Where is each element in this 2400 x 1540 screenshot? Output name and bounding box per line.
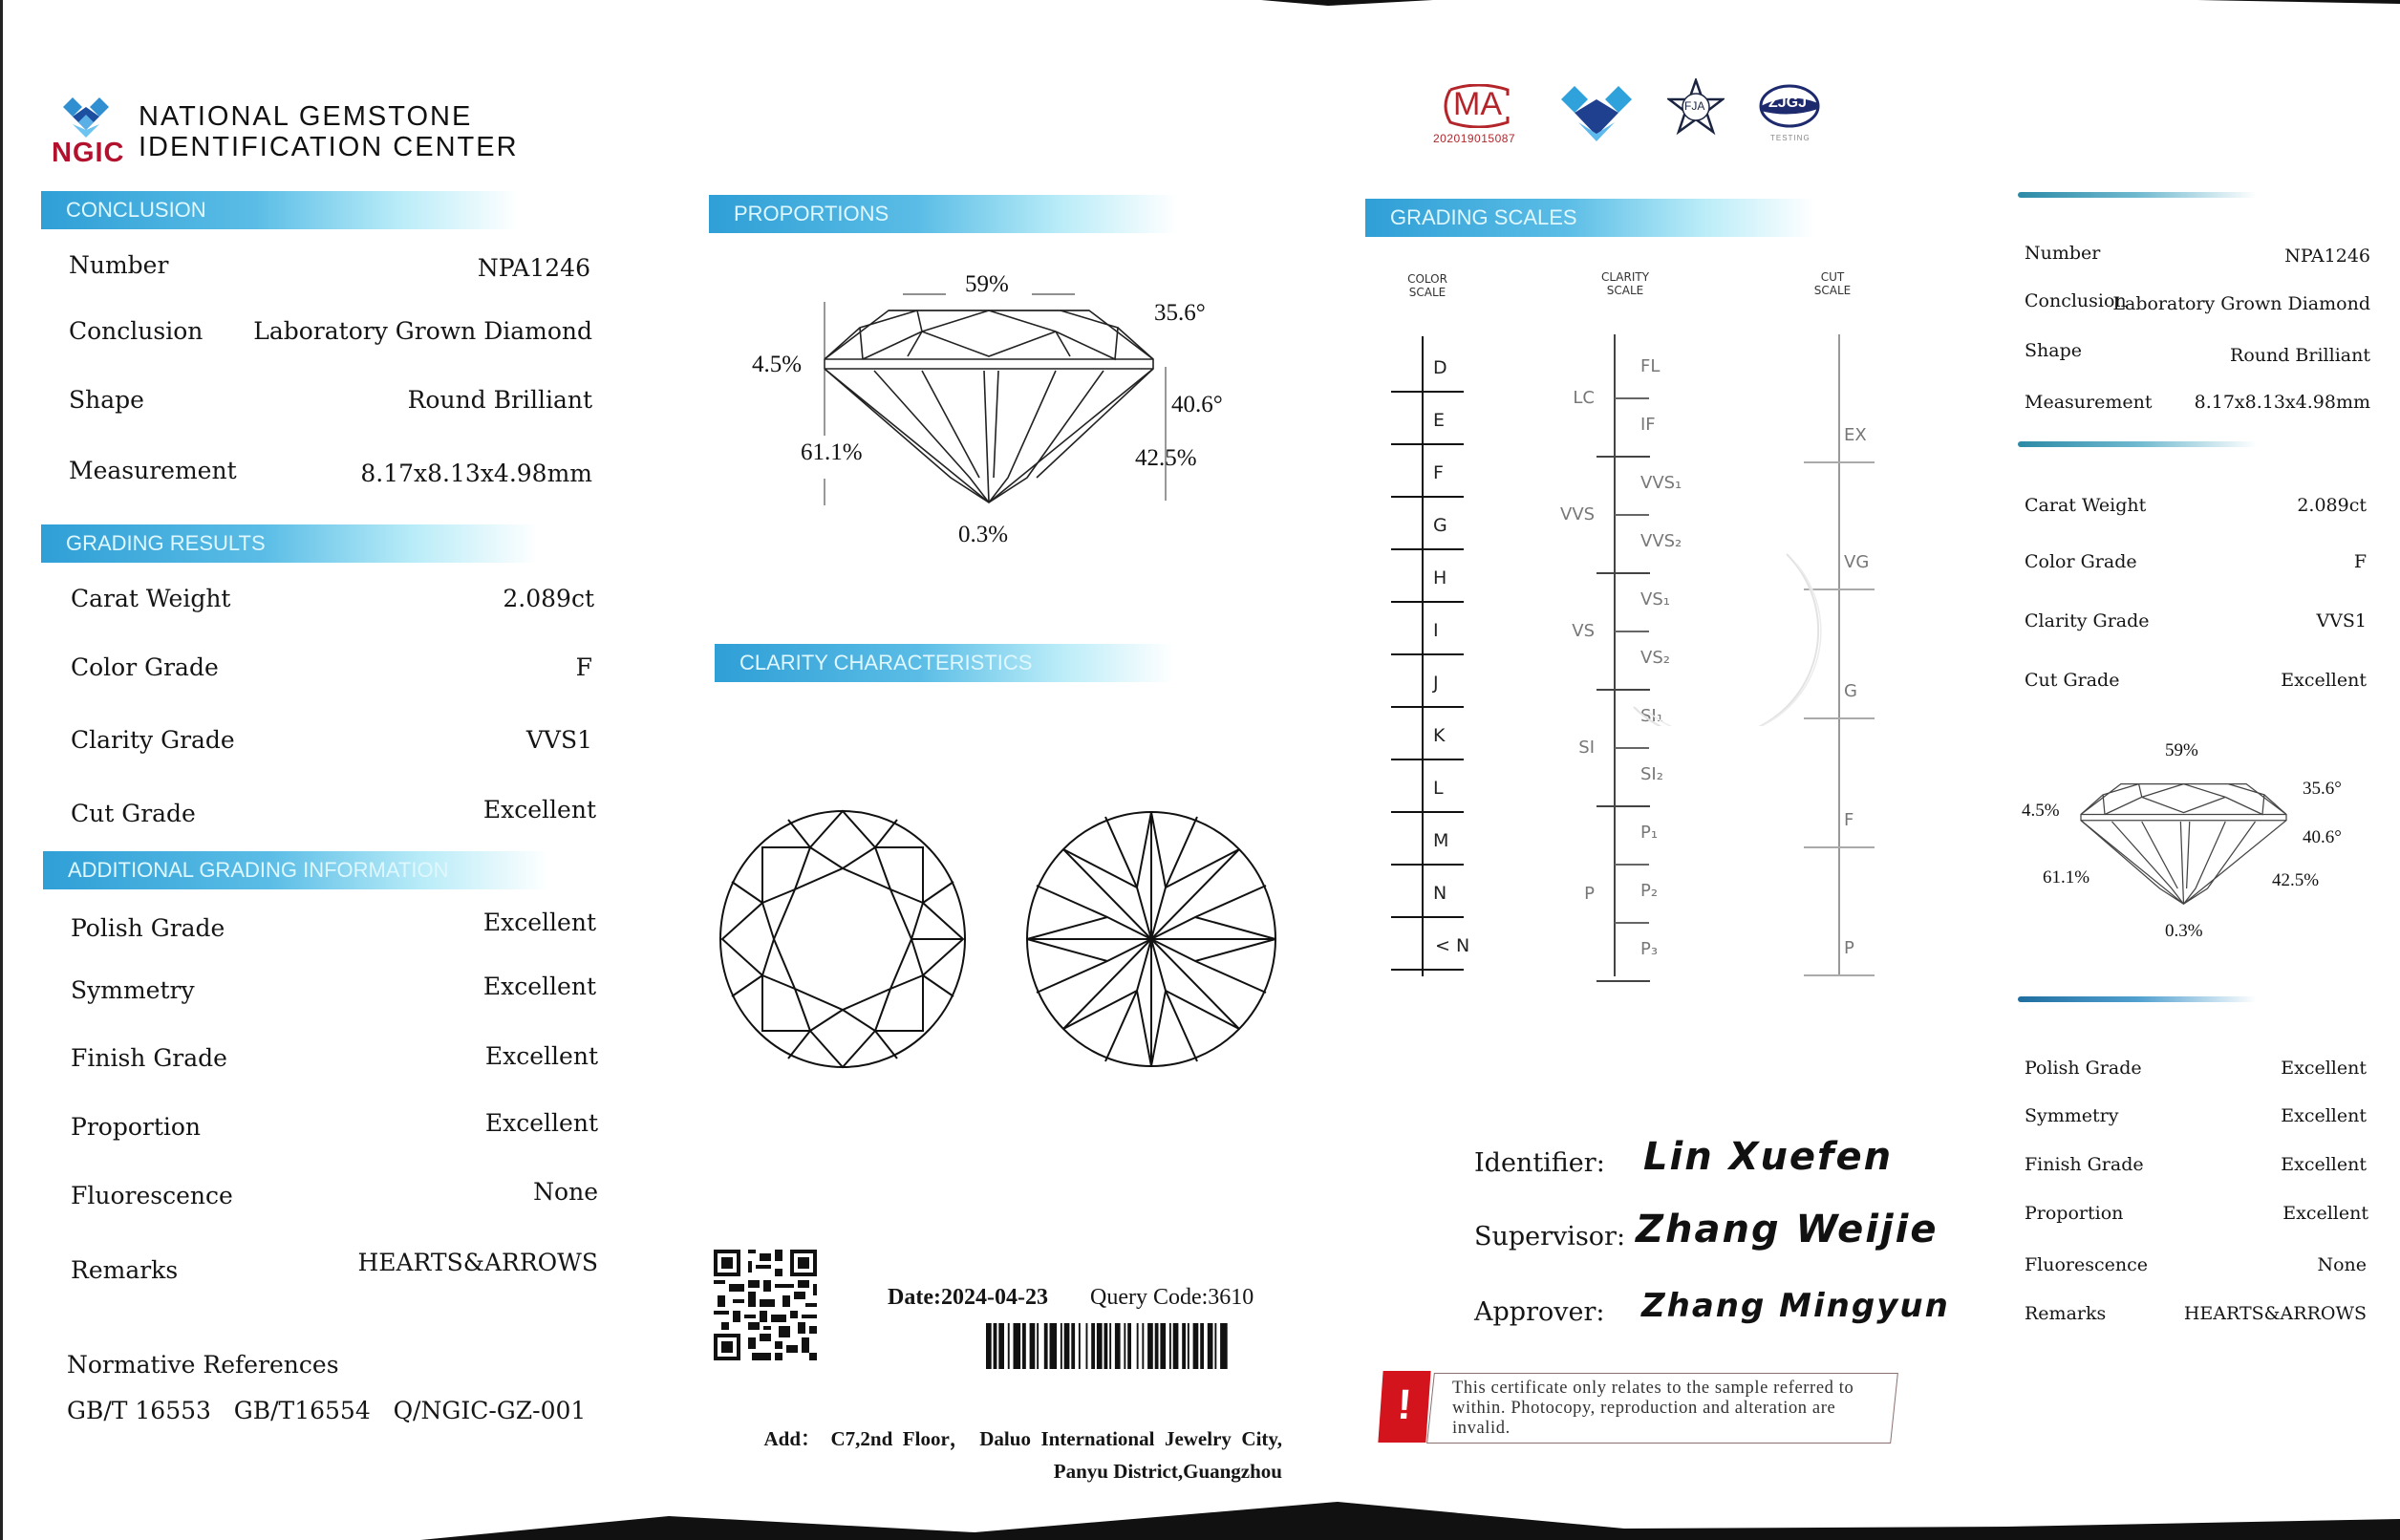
barcode-bar — [1124, 1323, 1125, 1369]
barcode-bar — [1044, 1323, 1048, 1369]
clarity-grade-label: P₂ — [1640, 881, 1659, 901]
left-edge-shadow — [0, 0, 3, 1540]
barcode-bar — [1008, 1323, 1010, 1369]
row-value: Excellent — [2281, 1058, 2367, 1079]
clarity-subgrade-tick — [1615, 397, 1649, 399]
top-edge-shadow — [0, 0, 2400, 11]
address-line2: Panyu District,Guangzhou — [1053, 1460, 1282, 1483]
clarity-scale-header-line1: CLARITY — [1600, 270, 1650, 284]
color-grade-label: G — [1433, 515, 1447, 536]
barcode-bar — [1097, 1323, 1103, 1369]
color-scale-tick — [1391, 864, 1464, 866]
approver-label: Approver: — [1474, 1297, 1605, 1327]
row-value: 8.17x8.13x4.98mm — [360, 460, 592, 487]
row-label: Shape — [69, 386, 144, 414]
barcode-bar — [1188, 1323, 1189, 1369]
row-label: Remarks — [2025, 1303, 2107, 1324]
barcode-bar — [1115, 1323, 1121, 1369]
barcode-bar — [1193, 1323, 1199, 1369]
row-value: NPA1246 — [2284, 246, 2370, 267]
row-value: VVS1 — [525, 726, 592, 754]
row-value: None — [2317, 1254, 2367, 1275]
barcode-bar — [1014, 1323, 1021, 1369]
cut-grade-label: F — [1844, 810, 1854, 830]
proportions-section-header — [709, 195, 1177, 233]
row-label: Conclusion — [2025, 290, 2127, 311]
color-scale-tick — [1391, 811, 1464, 813]
grading-scales-section-header — [1365, 199, 1814, 237]
summary-culet-label: 0.3% — [2165, 921, 2203, 941]
additional-section-header — [43, 851, 549, 889]
clarity-group-label: P — [1584, 883, 1595, 904]
color-grade-label: L — [1433, 778, 1444, 799]
additional-section-title: ADDITIONAL GRADING INFORMATION — [68, 858, 449, 882]
row-label: Fluorescence — [71, 1182, 233, 1209]
summary-row-proportion — [2025, 1203, 2370, 1231]
clarity-grade-label: P₁ — [1640, 823, 1659, 843]
barcode-bar — [1155, 1323, 1159, 1369]
barcode-bar — [1169, 1323, 1171, 1369]
conclusion-row-conclusion — [69, 317, 592, 355]
row-value: F — [2353, 551, 2367, 572]
color-scale-header-line1: COLOR — [1407, 272, 1447, 286]
ngic-accreditation-logo-icon — [1561, 80, 1632, 143]
total-depth-label: 61.1% — [801, 439, 863, 465]
row-value: HEARTS&ARROWS — [2183, 1303, 2367, 1324]
barcode-bar — [1050, 1323, 1058, 1369]
clarity-scale-header-line2: SCALE — [1606, 284, 1644, 297]
row-label: Number — [69, 251, 169, 279]
additional-row-symmetry — [71, 973, 596, 1015]
row-value: Excellent — [2281, 670, 2367, 691]
color-grade-label: D — [1433, 357, 1447, 378]
approver-signature: Zhang Mingyun — [1641, 1287, 1950, 1325]
cut-scale-header-line2: SCALE — [1813, 284, 1852, 297]
warning-exclamation-icon: ! — [1396, 1381, 1414, 1428]
color-grade-label: I — [1433, 620, 1439, 641]
grading-row-carat — [71, 585, 594, 623]
summary-row-clarity — [2025, 610, 2370, 639]
identifier-signature: Lin Xuefen — [1643, 1135, 1894, 1179]
row-value: 2.089ct — [2297, 495, 2367, 516]
color-scale-tick — [1391, 653, 1464, 655]
barcode-bar — [1104, 1323, 1108, 1369]
clarity-grade-label: VVS₂ — [1640, 531, 1682, 551]
row-label: Clarity Grade — [2025, 610, 2150, 631]
color-grade-label: M — [1433, 830, 1449, 851]
barcode-bar — [1142, 1323, 1144, 1369]
culet-label: 0.3% — [958, 522, 1009, 547]
row-value: Excellent — [482, 909, 596, 936]
grading-row-clarity — [71, 726, 592, 764]
clarity-group-label: VVS — [1560, 504, 1596, 524]
report-date: Date:2024-04-23 — [888, 1285, 1048, 1310]
row-value: Excellent — [482, 796, 596, 823]
cut-scale-header — [1810, 270, 1855, 297]
cut-scale-tick — [1804, 974, 1875, 976]
row-value: Round Brilliant — [2230, 345, 2370, 366]
table-percent-label: 59% — [965, 271, 1009, 297]
row-label: Proportion — [71, 1113, 202, 1141]
supervisor-label: Supervisor: — [1474, 1222, 1626, 1251]
cut-scale-tick — [1804, 846, 1875, 848]
fja-logo-text: FJA — [1684, 99, 1705, 113]
color-scale-header — [1403, 272, 1452, 299]
girdle-percent-label: 4.5% — [752, 352, 803, 377]
row-value: Excellent — [2281, 1154, 2367, 1175]
warning-text: This certificate only relates to the sample referred to within. Photocopy, reproduction and alteration are invalid. — [1452, 1379, 1854, 1438]
cut-grade-label: EX — [1844, 425, 1867, 445]
row-label: Finish Grade — [71, 1044, 227, 1072]
color-grade-label: J — [1433, 673, 1439, 694]
clarity-subgrade-tick — [1615, 747, 1649, 749]
row-label: Clarity Grade — [71, 726, 235, 754]
qr-code[interactable] — [714, 1249, 817, 1361]
row-value: Excellent — [2282, 1203, 2368, 1224]
row-label: Color Grade — [71, 653, 219, 681]
clarity-subgrade-tick — [1615, 864, 1649, 866]
row-label: Measurement — [69, 457, 237, 484]
crown-angle-label: 35.6° — [1154, 300, 1206, 326]
barcode-bar — [1064, 1323, 1070, 1369]
color-grade-label: N — [1433, 883, 1447, 904]
barcode-bar — [986, 1323, 992, 1369]
clarity-grade-label: VS₁ — [1640, 589, 1670, 610]
conclusion-section-header — [41, 191, 519, 229]
supervisor-signature: Zhang Weijie — [1636, 1208, 1939, 1251]
row-value: 2.089ct — [503, 585, 594, 612]
barcode-bar — [1137, 1323, 1139, 1369]
barcode-bar — [1061, 1323, 1062, 1369]
clarity-grade-label: VVS₁ — [1640, 473, 1682, 493]
barcode-bar — [1037, 1323, 1039, 1369]
conclusion-row-shape — [69, 386, 592, 424]
row-value: VVS1 — [2316, 610, 2367, 631]
clarity-grade-label: FL — [1640, 356, 1661, 376]
warning-icon-box — [1378, 1371, 1430, 1443]
summary-row-fluorescence — [2025, 1254, 2370, 1283]
query-code: Query Code:3610 — [1090, 1285, 1254, 1310]
cma-number: 202019015087 — [1433, 132, 1516, 145]
color-grade-label: E — [1433, 410, 1446, 431]
color-scale-tick — [1391, 916, 1464, 918]
grading-results-section-title: GRADING RESULTS — [66, 531, 266, 555]
color-grade-label: H — [1433, 567, 1447, 588]
cut-grade-label: P — [1844, 938, 1854, 958]
row-value: Excellent — [484, 1042, 598, 1070]
row-label: Fluorescence — [2025, 1254, 2149, 1275]
color-scale-tick — [1391, 496, 1464, 498]
color-grade-label: F — [1433, 462, 1444, 483]
summary-row-finish — [2025, 1154, 2370, 1183]
row-label: Cut Grade — [2025, 670, 2120, 691]
zjgj-sub-text: TESTING — [1770, 134, 1811, 142]
row-value: Laboratory Grown Diamond — [253, 317, 592, 345]
color-scale-tick — [1391, 601, 1464, 603]
cma-logo-text: MA — [1453, 86, 1502, 122]
identifier-label: Identifier: — [1474, 1148, 1605, 1178]
ngic-logo-text: NGIC — [52, 138, 125, 168]
color-scale-tick — [1391, 443, 1464, 445]
summary-total-depth-label: 61.1% — [2043, 867, 2090, 888]
org-title-line2: IDENTIFICATION CENTER — [139, 132, 519, 162]
barcode-bar — [994, 1323, 997, 1369]
summary-row-color — [2025, 551, 2370, 580]
barcode-bar — [1182, 1323, 1186, 1369]
row-label: Symmetry — [2025, 1105, 2119, 1126]
additional-row-finish — [71, 1042, 598, 1082]
row-label: Polish Grade — [2025, 1058, 2142, 1079]
cut-grade-label: VG — [1844, 552, 1870, 572]
color-scale-tick — [1391, 548, 1464, 550]
barcode-bar — [998, 1323, 1004, 1369]
clarity-grade-label: SI₁ — [1640, 706, 1663, 726]
row-label: Conclusion — [69, 317, 204, 345]
clarity-grade-label: IF — [1640, 415, 1656, 435]
normative-references-title: Normative References — [67, 1351, 339, 1379]
clarity-grade-label: P₃ — [1640, 939, 1659, 959]
additional-row-remarks — [71, 1249, 598, 1294]
pavilion-depth-dimension-line — [1161, 367, 1170, 505]
summary-divider-3 — [2018, 996, 2257, 1002]
summary-divider-2 — [2018, 441, 2257, 447]
grading-scales-section-title: GRADING SCALES — [1390, 205, 1577, 229]
summary-row-polish — [2025, 1058, 2370, 1086]
row-label: Carat Weight — [71, 585, 231, 612]
row-value: Excellent — [482, 973, 596, 1000]
summary-row-number — [2025, 243, 2370, 271]
barcode-bar — [1173, 1323, 1179, 1369]
clarity-subgrade-tick — [1615, 922, 1649, 924]
conclusion-section-title: CONCLUSION — [66, 198, 206, 222]
clarity-group-tick — [1596, 456, 1650, 458]
color-scale-tick — [1391, 759, 1464, 760]
barcode-bar — [1208, 1323, 1213, 1369]
cut-grade-label: G — [1844, 681, 1857, 701]
barcode-bar — [1214, 1323, 1216, 1369]
summary-table-percent-label: 59% — [2165, 740, 2198, 760]
barcode-bar — [1200, 1323, 1204, 1369]
additional-row-fluorescence — [71, 1178, 598, 1220]
color-scale-tick — [1391, 706, 1464, 708]
summary-girdle-percent-label: 4.5% — [2022, 801, 2060, 821]
color-scale-axis — [1422, 336, 1424, 976]
row-label: Finish Grade — [2025, 1154, 2144, 1175]
barcode-bar — [1071, 1323, 1075, 1369]
pavilion-plot-diagram — [1025, 805, 1278, 1073]
zjgj-logo-text: ZJGJ — [1768, 95, 1808, 111]
row-value: Laboratory Grown Diamond — [2112, 293, 2370, 314]
clarity-section-title: CLARITY CHARACTERISTICS — [739, 651, 1033, 674]
summary-row-shape — [2025, 340, 2370, 369]
summary-row-measurement — [2025, 392, 2370, 420]
row-value: 8.17x8.13x4.98mm — [2194, 392, 2370, 413]
row-value: Excellent — [2281, 1105, 2367, 1126]
additional-row-proportion — [71, 1109, 598, 1151]
barcode-bar — [1079, 1323, 1081, 1369]
summary-diamond-profile-diagram — [2076, 764, 2291, 917]
barcode-bar — [1030, 1323, 1036, 1369]
clarity-section-header — [715, 644, 1173, 682]
bottom-edge-shadow — [0, 1490, 2400, 1540]
row-value: Excellent — [484, 1109, 598, 1137]
barcode-bar — [1086, 1323, 1088, 1369]
grading-row-color — [71, 653, 592, 692]
total-depth-dimension-line — [820, 302, 829, 507]
barcode-bar — [1109, 1323, 1111, 1369]
clarity-group-tick — [1596, 805, 1650, 807]
row-label: Color Grade — [2025, 551, 2137, 572]
clarity-grade-label: SI₂ — [1640, 764, 1663, 784]
row-label: Polish Grade — [71, 914, 225, 942]
summary-row-carat — [2025, 495, 2370, 524]
row-label: Cut Grade — [71, 800, 196, 827]
grading-results-section-header — [41, 524, 538, 563]
summary-pavilion-angle-label: 40.6° — [2303, 827, 2342, 847]
row-value: Round Brilliant — [407, 386, 592, 414]
clarity-group-label: SI — [1578, 738, 1595, 758]
barcode-bar — [1220, 1323, 1228, 1369]
clarity-group-tick — [1596, 980, 1650, 982]
summary-row-cut — [2025, 670, 2370, 698]
conclusion-row-measurement — [69, 457, 592, 495]
cut-scale-tick — [1804, 461, 1875, 463]
address-line1: Add： C7,2nd Floor， Daluo International Jewelry City, — [763, 1427, 1282, 1450]
clarity-group-label: LC — [1573, 388, 1595, 408]
grading-row-cut — [71, 796, 596, 838]
row-value: HEARTS&ARROWS — [357, 1249, 598, 1276]
barcode-bar — [1022, 1323, 1026, 1369]
row-label: Remarks — [71, 1256, 179, 1284]
row-label: Number — [2025, 243, 2101, 264]
proportions-section-title: PROPORTIONS — [734, 202, 889, 225]
row-label: Carat Weight — [2025, 495, 2147, 516]
row-value: F — [575, 653, 592, 681]
clarity-grade-label: VS₂ — [1640, 648, 1670, 668]
row-label: Measurement — [2025, 392, 2153, 413]
barcode-bar — [1127, 1323, 1131, 1369]
barcode-bar — [1091, 1323, 1095, 1369]
cut-scale-axis — [1838, 334, 1840, 976]
conclusion-row-number — [69, 251, 590, 289]
clarity-scale-header — [1594, 270, 1657, 297]
row-label: Shape — [2025, 340, 2082, 361]
row-label: Proportion — [2025, 1203, 2124, 1224]
crown-plot-diagram — [717, 805, 970, 1073]
barcode-bar — [1147, 1323, 1153, 1369]
barcode[interactable] — [986, 1323, 1271, 1371]
summary-pavilion-depth-label: 42.5% — [2272, 870, 2320, 890]
summary-row-symmetry — [2025, 1105, 2370, 1134]
pavilion-depth-label: 42.5% — [1135, 445, 1197, 471]
row-value: NPA1246 — [477, 254, 590, 282]
color-scale-tick — [1391, 969, 1464, 971]
summary-row-conclusion — [2025, 290, 2370, 319]
color-grade-label: < N — [1435, 935, 1470, 956]
pavilion-angle-label: 40.6° — [1171, 392, 1223, 417]
color-grade-label: K — [1433, 725, 1446, 746]
ngic-diamond-logo-icon — [59, 94, 113, 139]
cut-scale-header-line1: CUT — [1820, 270, 1845, 284]
summary-divider-1 — [2018, 192, 2257, 198]
color-scale-tick — [1391, 391, 1464, 393]
normative-references-list: GB/T 16553 GB/T16554 Q/NGIC-GZ-001 — [67, 1397, 587, 1424]
summary-crown-angle-label: 35.6° — [2303, 779, 2342, 799]
clarity-group-label: VS — [1572, 621, 1595, 641]
org-title-line1: NATIONAL GEMSTONE — [139, 101, 473, 132]
diamond-profile-diagram — [817, 287, 1161, 516]
color-scale-header-line2: SCALE — [1408, 286, 1446, 299]
row-label: Symmetry — [71, 976, 195, 1004]
additional-row-polish — [71, 909, 596, 952]
summary-row-remarks — [2025, 1303, 2370, 1332]
official-seal-watermark — [1596, 497, 1825, 726]
barcode-bar — [1160, 1323, 1166, 1369]
row-value: None — [533, 1178, 598, 1206]
